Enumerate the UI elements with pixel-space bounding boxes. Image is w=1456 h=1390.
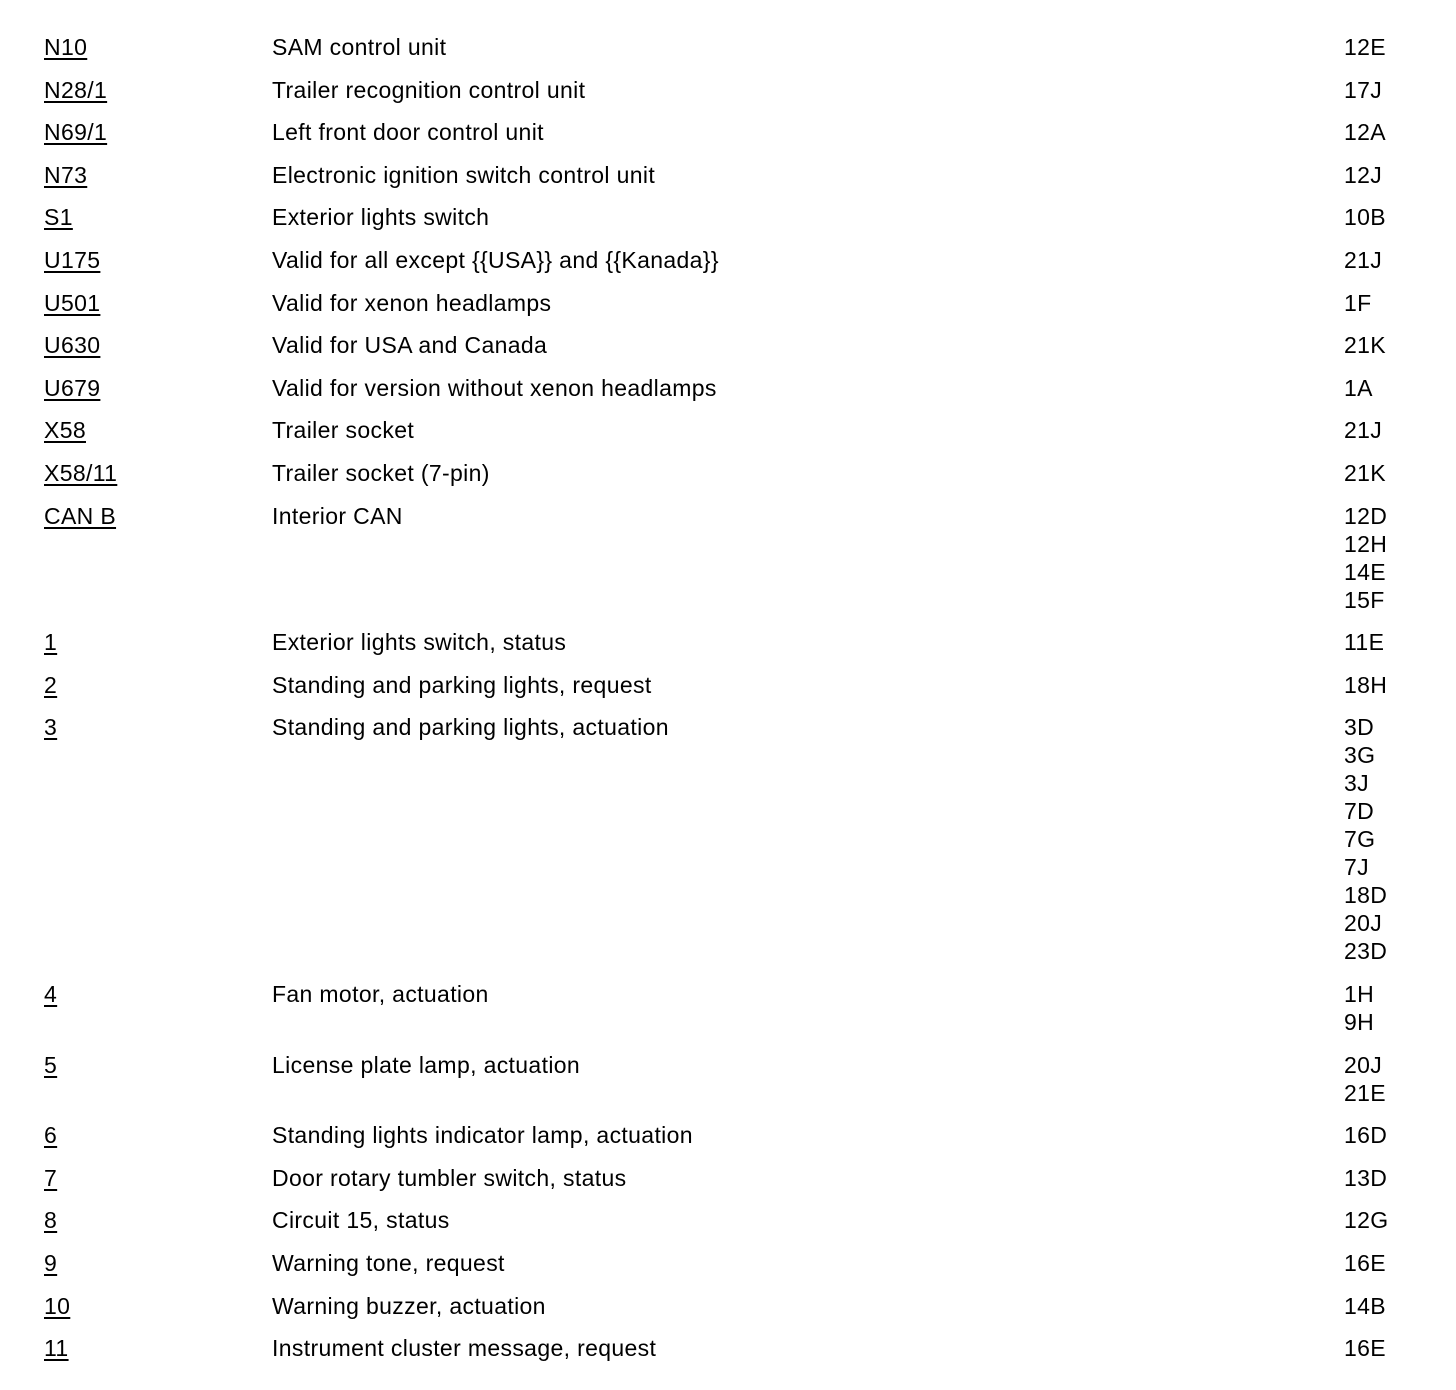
grid-reference: 3D	[1344, 714, 1375, 741]
component-code-link[interactable]: 11	[44, 1335, 69, 1362]
grid-reference-list	[1344, 1292, 1386, 1320]
grid-reference: 3G	[1344, 742, 1376, 769]
grid-reference: 14E	[1344, 558, 1386, 585]
component-description: Instrument cluster message, request	[272, 1335, 657, 1362]
component-description: Valid for xenon headlamps	[272, 289, 552, 316]
component-code-link[interactable]: N73	[44, 161, 88, 188]
component-code-link[interactable]: 4	[44, 981, 58, 1007]
grid-reference-list	[1344, 1206, 1389, 1234]
grid-reference: 21E	[1344, 1079, 1386, 1106]
component-code-link[interactable]: X58	[44, 417, 86, 444]
grid-reference: 13D	[1344, 1164, 1388, 1191]
grid-reference: 17J	[1344, 76, 1383, 103]
component-code-link[interactable]: 7	[44, 1164, 58, 1191]
grid-reference-list	[1344, 502, 1387, 614]
component-description: Valid for version without xenon headlamps	[272, 374, 717, 401]
grid-reference: 18D	[1344, 882, 1388, 909]
component-description: Interior CAN	[272, 502, 403, 529]
component-description: Warning buzzer, actuation	[272, 1292, 546, 1319]
component-description: SAM control unit	[272, 34, 447, 60]
grid-reference: 12H	[1344, 530, 1388, 557]
component-code-link[interactable]: 3	[44, 714, 58, 741]
component-description: Valid for USA and Canada	[272, 332, 548, 359]
component-description: Trailer socket (7-pin)	[272, 460, 490, 486]
component-description: Door rotary tumbler switch, status	[272, 1164, 627, 1191]
grid-reference-list	[1344, 118, 1386, 146]
component-description: Fan motor, actuation	[272, 981, 489, 1007]
grid-reference: 1F	[1344, 289, 1372, 316]
grid-reference-list	[1344, 1051, 1386, 1107]
component-code-link[interactable]: X58/11	[44, 460, 118, 486]
component-code-link[interactable]: 2	[44, 671, 58, 698]
grid-reference: 21J	[1344, 417, 1383, 444]
grid-reference: 21K	[1344, 332, 1386, 359]
component-description: Exterior lights switch, status	[272, 629, 567, 656]
component-description: Standing and parking lights, actuation	[272, 714, 669, 741]
component-description: Warning tone, request	[272, 1250, 505, 1276]
grid-reference-list	[1344, 1249, 1386, 1277]
grid-reference: 20J	[1344, 1051, 1383, 1078]
grid-reference: 10B	[1344, 204, 1386, 231]
component-code-link[interactable]: 6	[44, 1122, 58, 1149]
grid-reference: 11E	[1344, 629, 1385, 656]
grid-reference-list	[1344, 33, 1386, 61]
grid-reference-list	[1344, 203, 1386, 231]
component-code-link[interactable]: N28/1	[44, 76, 108, 103]
grid-reference: 1A	[1344, 374, 1373, 401]
component-code-link[interactable]: 1	[44, 629, 58, 656]
component-description: Standing lights indicator lamp, actuation	[272, 1122, 693, 1149]
grid-reference-list	[1344, 331, 1386, 359]
grid-reference: 23D	[1344, 938, 1388, 965]
component-code-link[interactable]: N69/1	[44, 119, 108, 146]
grid-reference: 12J	[1344, 161, 1383, 188]
grid-reference: 16E	[1344, 1335, 1386, 1362]
grid-reference: 18H	[1344, 671, 1388, 698]
component-description: Trailer recognition control unit	[272, 76, 586, 103]
grid-reference-list	[1344, 1334, 1386, 1362]
component-code-link[interactable]: U679	[44, 374, 101, 401]
component-code-link[interactable]: 10	[44, 1292, 71, 1319]
component-code-link[interactable]: 8	[44, 1207, 58, 1234]
grid-reference: 1H	[1344, 981, 1375, 1007]
grid-reference: 12G	[1344, 1207, 1389, 1234]
component-code-link[interactable]: CAN B	[44, 502, 117, 529]
grid-reference-list	[1344, 289, 1372, 317]
component-description: Trailer socket	[272, 417, 415, 444]
component-description: Left front door control unit	[272, 119, 544, 146]
component-description: Standing and parking lights, request	[272, 671, 652, 698]
component-description: Electronic ignition switch control unit	[272, 161, 656, 188]
component-code-link[interactable]: U175	[44, 247, 101, 273]
grid-reference-list	[1344, 713, 1387, 965]
grid-reference-list	[1344, 459, 1386, 487]
grid-reference-list	[1344, 980, 1374, 1036]
grid-reference: 16E	[1344, 1250, 1386, 1276]
grid-reference: 21K	[1344, 460, 1386, 486]
grid-reference-list	[1344, 76, 1382, 104]
grid-reference-list	[1344, 374, 1373, 402]
grid-reference: 15F	[1344, 586, 1385, 613]
component-code-link[interactable]: 9	[44, 1250, 58, 1276]
grid-reference: 12E	[1344, 34, 1386, 60]
grid-reference-list	[1344, 161, 1382, 189]
grid-reference: 21J	[1344, 247, 1383, 273]
component-code-link[interactable]: N10	[44, 34, 88, 60]
grid-reference: 7G	[1344, 826, 1376, 853]
grid-reference: 7J	[1344, 854, 1369, 881]
grid-reference-list	[1344, 416, 1382, 444]
grid-reference-list	[1344, 1121, 1387, 1149]
grid-reference: 20J	[1344, 910, 1383, 937]
component-code-link[interactable]: U630	[44, 332, 101, 359]
component-code-link[interactable]: 5	[44, 1051, 58, 1078]
component-description: License plate lamp, actuation	[272, 1051, 581, 1078]
grid-reference-list	[1344, 671, 1387, 699]
grid-reference: 3J	[1344, 770, 1369, 797]
grid-reference: 14B	[1344, 1292, 1386, 1319]
component-code-link[interactable]: U501	[44, 289, 101, 316]
grid-reference-list	[1344, 246, 1382, 274]
grid-reference: 12D	[1344, 502, 1388, 529]
grid-reference-list	[1344, 1164, 1387, 1192]
component-description: Circuit 15, status	[272, 1207, 450, 1234]
grid-reference: 16D	[1344, 1122, 1388, 1149]
grid-reference-list	[1344, 628, 1384, 656]
component-code-link[interactable]: S1	[44, 204, 73, 231]
component-description: Valid for all except {{USA}} and {{Kanada}}	[272, 247, 719, 273]
component-description: Exterior lights switch	[272, 204, 490, 231]
grid-reference: 7D	[1344, 798, 1375, 825]
grid-reference: 12A	[1344, 119, 1386, 146]
grid-reference: 9H	[1344, 1009, 1375, 1035]
